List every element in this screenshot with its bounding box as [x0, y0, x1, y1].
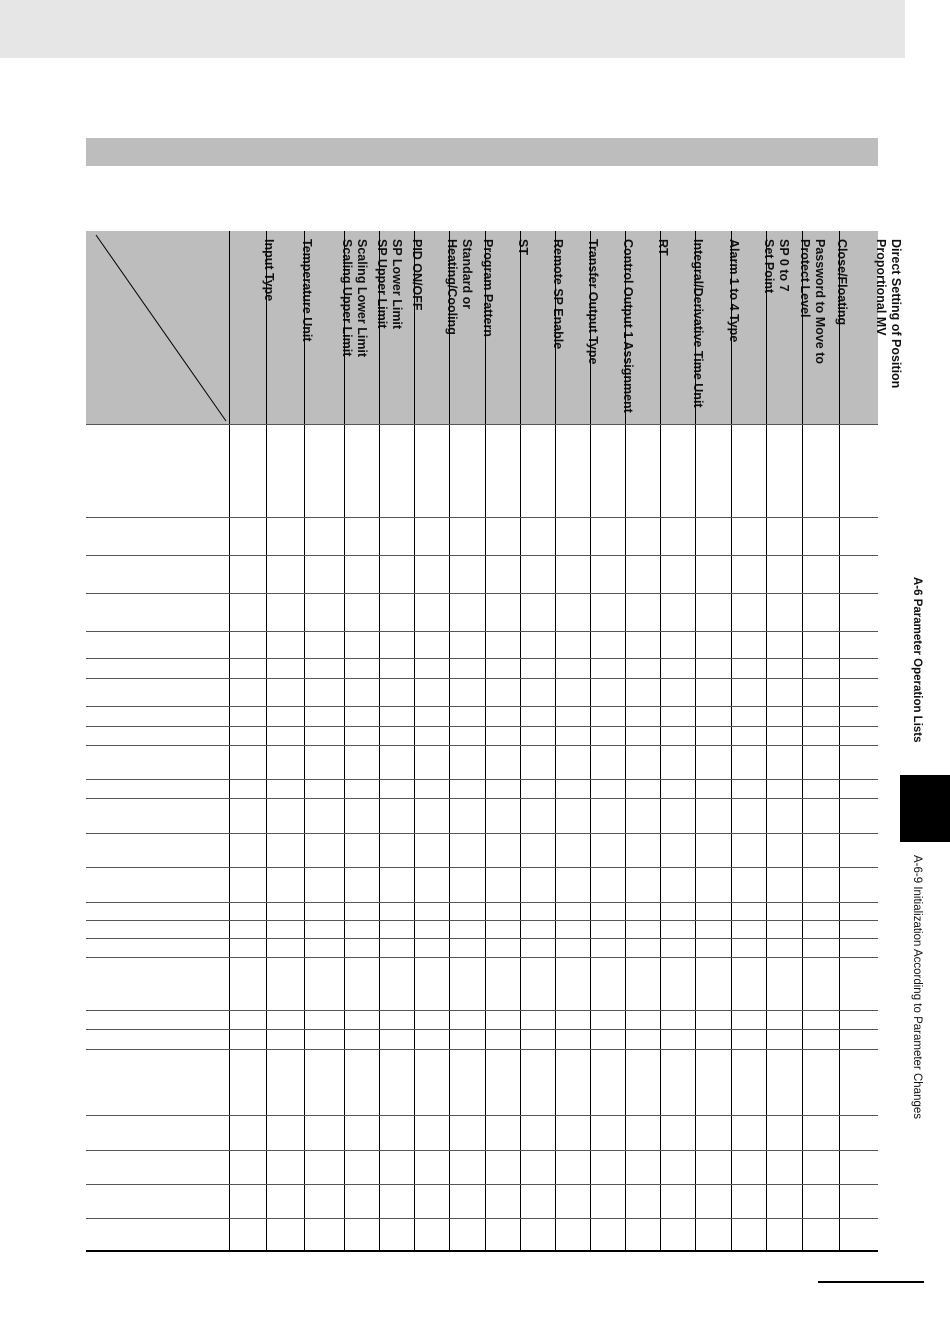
column-header-label: RT — [656, 239, 670, 256]
table-row-divider — [86, 658, 878, 659]
table-row-divider — [86, 779, 878, 780]
table-row-divider — [86, 1218, 878, 1219]
table-row-divider — [86, 902, 878, 903]
column-header-label: Integral/Derivative Time Unit — [691, 239, 705, 408]
column-header-label: Program Pattern — [481, 239, 495, 337]
table-row-divider — [86, 631, 878, 632]
column-header — [229, 231, 276, 424]
column-header-label: Remote SP Enable — [551, 239, 565, 350]
column-header — [520, 231, 565, 424]
sidebar-subsection-label: A-6-9 Initialization According to Parameter Changes — [911, 855, 923, 1120]
table-column-divider — [344, 424, 345, 1251]
column-header — [590, 231, 635, 424]
column-header-label: SP 0 to 7 Set Point — [762, 239, 791, 294]
table-bottom-rule — [86, 1250, 878, 1252]
table-row-divider — [86, 424, 878, 425]
column-header-label: Close/Floating — [835, 239, 849, 326]
table-row-divider — [86, 1029, 878, 1030]
column-header — [485, 231, 530, 424]
table-column-divider — [485, 424, 486, 1251]
column-header-label: Direct Setting of Position Proportional MV — [874, 239, 903, 389]
column-header — [625, 231, 670, 424]
column-header — [344, 231, 404, 424]
table-column-divider — [379, 424, 380, 1251]
table-row-divider — [86, 1184, 878, 1185]
sidebar-tab-marker — [900, 775, 950, 842]
table-row-divider — [86, 517, 878, 518]
section-title-bar — [86, 138, 878, 166]
column-header-label: SP Lower Limit SP Upper Limit — [375, 239, 404, 330]
table-column-divider — [590, 424, 591, 1251]
column-header — [414, 231, 474, 424]
table-column-divider — [520, 424, 521, 1251]
sidebar-section-label: A-6 Parameter Operation Lists — [911, 577, 923, 743]
column-header-label: Control Output 1 Assignment — [621, 239, 635, 413]
table-row-divider — [86, 555, 878, 556]
table-column-divider — [731, 424, 732, 1251]
table-column-divider — [414, 424, 415, 1251]
table-row-divider — [86, 593, 878, 594]
column-header — [660, 231, 705, 424]
column-header-label: Transfer Output Type — [586, 239, 600, 365]
table-column-divider — [766, 424, 767, 1251]
table-row-divider — [86, 1010, 878, 1011]
table-row-divider — [86, 1115, 878, 1116]
table-row-divider — [86, 938, 878, 939]
table-row-divider — [86, 798, 878, 799]
column-header — [555, 231, 600, 424]
table-row-divider — [86, 867, 878, 868]
column-header-label: Input Type — [262, 239, 276, 302]
column-header-label: Password to Move to Protect Level — [798, 239, 827, 365]
column-header-label: Temperature Unit — [300, 239, 314, 342]
column-header — [731, 231, 791, 424]
table-column-divider — [229, 424, 230, 1251]
table-row-divider — [86, 920, 878, 921]
column-header — [766, 231, 827, 424]
table-column-divider — [304, 424, 305, 1251]
table-column-divider — [660, 424, 661, 1251]
column-header-label: Scaling Lower Limit Scaling Upper Limit — [340, 239, 369, 358]
column-header — [449, 231, 495, 424]
column-header — [379, 231, 424, 424]
table-column-divider — [449, 424, 450, 1251]
column-header — [695, 231, 741, 424]
table-column-divider — [555, 424, 556, 1251]
table-row-divider — [86, 726, 878, 727]
column-header — [839, 231, 903, 424]
table-column-divider — [839, 424, 840, 1251]
table-row-divider — [86, 706, 878, 707]
table-column-divider — [695, 424, 696, 1251]
column-header — [266, 231, 314, 424]
table-row-divider — [86, 678, 878, 679]
table-column-divider — [625, 424, 626, 1251]
table-column-divider — [266, 424, 267, 1251]
column-header-label: PID ON/OFF — [410, 239, 424, 311]
table-row-divider — [86, 1150, 878, 1151]
header-band — [0, 0, 905, 58]
table-column-divider — [802, 424, 803, 1251]
table-row-divider — [86, 745, 878, 746]
table-row-divider — [86, 833, 878, 834]
table-row-divider — [86, 1049, 878, 1050]
table-corner-diagonal — [86, 231, 229, 424]
column-header-label: Standard or Heating/Cooling — [445, 239, 474, 335]
table-row-divider — [86, 957, 878, 958]
column-header-label: Alarm 1 to 4 Type — [727, 239, 741, 343]
column-header-label: ST — [516, 239, 530, 255]
page-number-rule — [818, 1281, 924, 1283]
column-header — [304, 231, 369, 424]
column-header — [802, 231, 849, 424]
